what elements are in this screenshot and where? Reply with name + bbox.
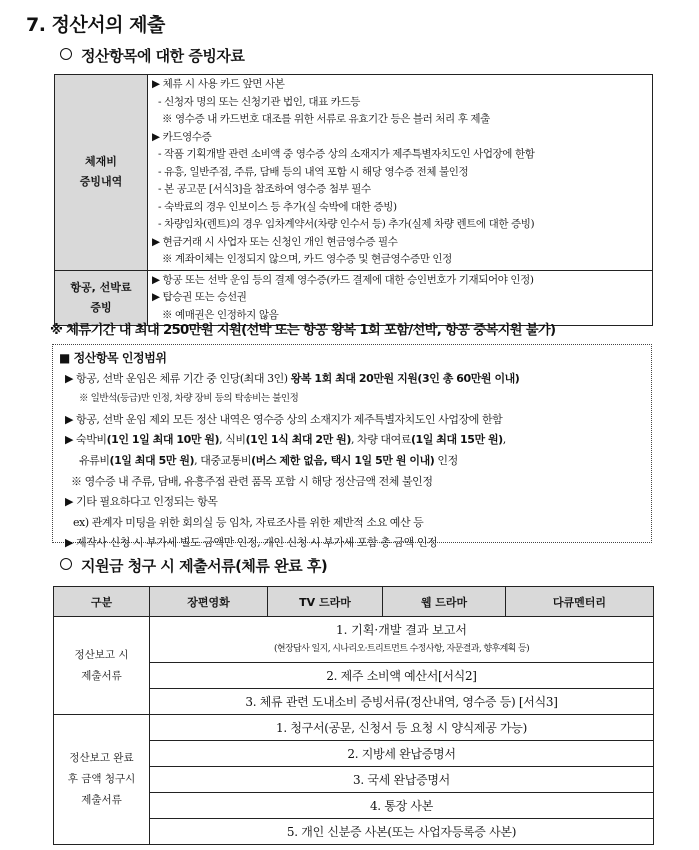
subsection-heading-documents (60, 555, 327, 576)
list-item: ※ 계좌이체는 인정되지 않으며, 카드 영수증 및 현금영수증만 인정 (162, 253, 452, 265)
row-content-stay-costs (148, 75, 653, 271)
document-item: 2. 제주 소비액 예산서[서식2] (150, 663, 654, 689)
list-item: ※ 영수증 내 주류, 담배, 유흥주점 관련 품목 포함 시 해당 정산금액 전체 불인정 (71, 474, 433, 488)
documents-table (53, 586, 654, 845)
subsection-heading-evidence (60, 45, 244, 66)
list-item: - 본 공고문 [서식3]을 참조하여 영수증 첨부 필수 (158, 183, 371, 195)
list-item: - 숙박료의 경우 인보이스 등 추가(실 숙박에 대한 증빙) (158, 200, 397, 213)
list-item: ※ 일반석(등급)만 인정, 차량 장비 등의 탁송비는 불인정 (79, 393, 299, 405)
list-item: ▶ 제작사 신청 시 부가세 별도 금액만 인정, 개인 신청 시 부가세 포함 총 금액 인정 (65, 536, 438, 550)
table-row-airfare (55, 270, 653, 326)
table-header-row (54, 587, 654, 617)
list-item: ▶ 숙박비(1인 1일 최대 10만 원), 식비(1인 1식 최대 2만 원), 차량 대여료(1일 최대 15만 원), (65, 433, 506, 447)
document-item: 3. 국세 완납증명서 (150, 767, 654, 793)
document-item: 1. 기획·개발 결과 보고서 (현장답사 일지, 시나리오·트리트먼트 수정사항, 자문결과, 향후계획 등) (150, 617, 654, 663)
group-label-settlement: 정산보고 시 제출서류 (54, 617, 150, 715)
group-label-claim: 정산보고 완료 후 금액 청구시 제출서류 (54, 715, 150, 845)
list-item: ▶ 항공 또는 선박 운임 등의 결제 영수증(카드 결제에 대한 승인번호가 기재되어야 인정) (152, 273, 534, 286)
subsection-title: 지원금 청구 시 제출서류(체류 완료 후) (81, 557, 328, 575)
table-row (54, 715, 654, 741)
row-label-airfare: 항공, 선박료 증빙 (55, 270, 148, 326)
list-item: - 유흥, 일반주점, 주류, 담배 등의 내역 포함 시 해당 영수증 전체 불인정 (158, 165, 469, 178)
list-item: ▶ 카드영수증 (152, 130, 212, 143)
table-row-stay-costs (55, 75, 653, 271)
document-item: 5. 개인 신분증 사본(또는 사업자등록증 사본) (150, 819, 654, 845)
list-item: ▶ 현금거래 시 사업자 또는 신청인 개인 현금영수증 필수 (152, 235, 398, 248)
list-item: ▶ 항공, 선박 운임은 체류 기간 중 인당(최대 3인) 왕복 1회 최대 20만원 지원(3인 총 60만원 이내) (65, 371, 520, 385)
box-title: ■ 정산항목 인정범위 (59, 351, 167, 365)
document-item: 3. 체류 관련 도내소비 증빙서류(정산내역, 영수증 등) [서식3] (150, 689, 654, 715)
list-item: ex) 관계자 미팅을 위한 회의실 등 임차, 자료조사를 위한 제반적 소요 예산 등 (73, 515, 424, 529)
list-item: ▶ 기타 필요하다고 인정되는 항목 (65, 495, 218, 509)
list-item: 유류비(1일 최대 5만 원), 대중교통비(버스 제한 없음, 택시 1일 5만 원 이내) 인정 (79, 453, 458, 467)
column-header: 다큐멘터리 (506, 587, 654, 617)
circle-bullet-icon (60, 48, 72, 60)
eligible-items-box (52, 344, 652, 550)
support-limit-notice: ※ 체류기간 내 최대 250만원 지원(선박 또는 항공 왕복 1회 포함/선박, 항공 중복지원 불가) (50, 323, 556, 338)
section-heading: 7. 정산서의 제출 (26, 14, 165, 36)
document-item: 4. 통장 사본 (150, 793, 654, 819)
list-item: ※ 예매권은 인정하지 않음 (162, 308, 279, 321)
circle-bullet-icon (60, 558, 72, 570)
list-item: - 차량임차(렌트)의 경우 임차계약서(차량 인수서 등) 추가(실제 차량 렌트에 대한 증빙) (158, 218, 535, 230)
list-item: - 작품 기획개발 관련 소비액 중 영수증 상의 소재지가 제주특별자치도인 사업장에 한함 (158, 148, 535, 160)
column-header: 웹 드라마 (383, 587, 506, 617)
list-item: ▶ 항공, 선박 운임 제외 모든 정산 내역은 영수증 상의 소재지가 제주특별자치도인 사업장에 한함 (65, 412, 503, 426)
evidence-table (54, 74, 653, 326)
row-content-airfare (148, 270, 653, 326)
document-item: 2. 지방세 완납증명서 (150, 741, 654, 767)
column-header: 장편영화 (150, 587, 268, 617)
list-item: ▶ 탑승권 또는 승선권 (152, 291, 247, 303)
list-item: - 신청자 명의 또는 신청기관 법인, 대표 카드등 (158, 95, 361, 108)
list-item: ▶ 체류 시 사용 카드 앞면 사본 (152, 78, 285, 90)
subsection-title: 정산항목에 대한 증빙자료 (81, 47, 245, 65)
column-header: 구분 (54, 587, 150, 617)
column-header: TV 드라마 (268, 587, 383, 617)
row-label-stay-costs: 체재비 증빙내역 (55, 75, 148, 271)
document-item: 1. 청구서(공문, 신청서 등 요청 시 양식제공 가능) (150, 715, 654, 741)
list-item: ※ 영수증 내 카드번호 대조를 위한 서류로 유효기간 등은 블러 처리 후 제출 (162, 113, 490, 125)
table-row (54, 617, 654, 663)
